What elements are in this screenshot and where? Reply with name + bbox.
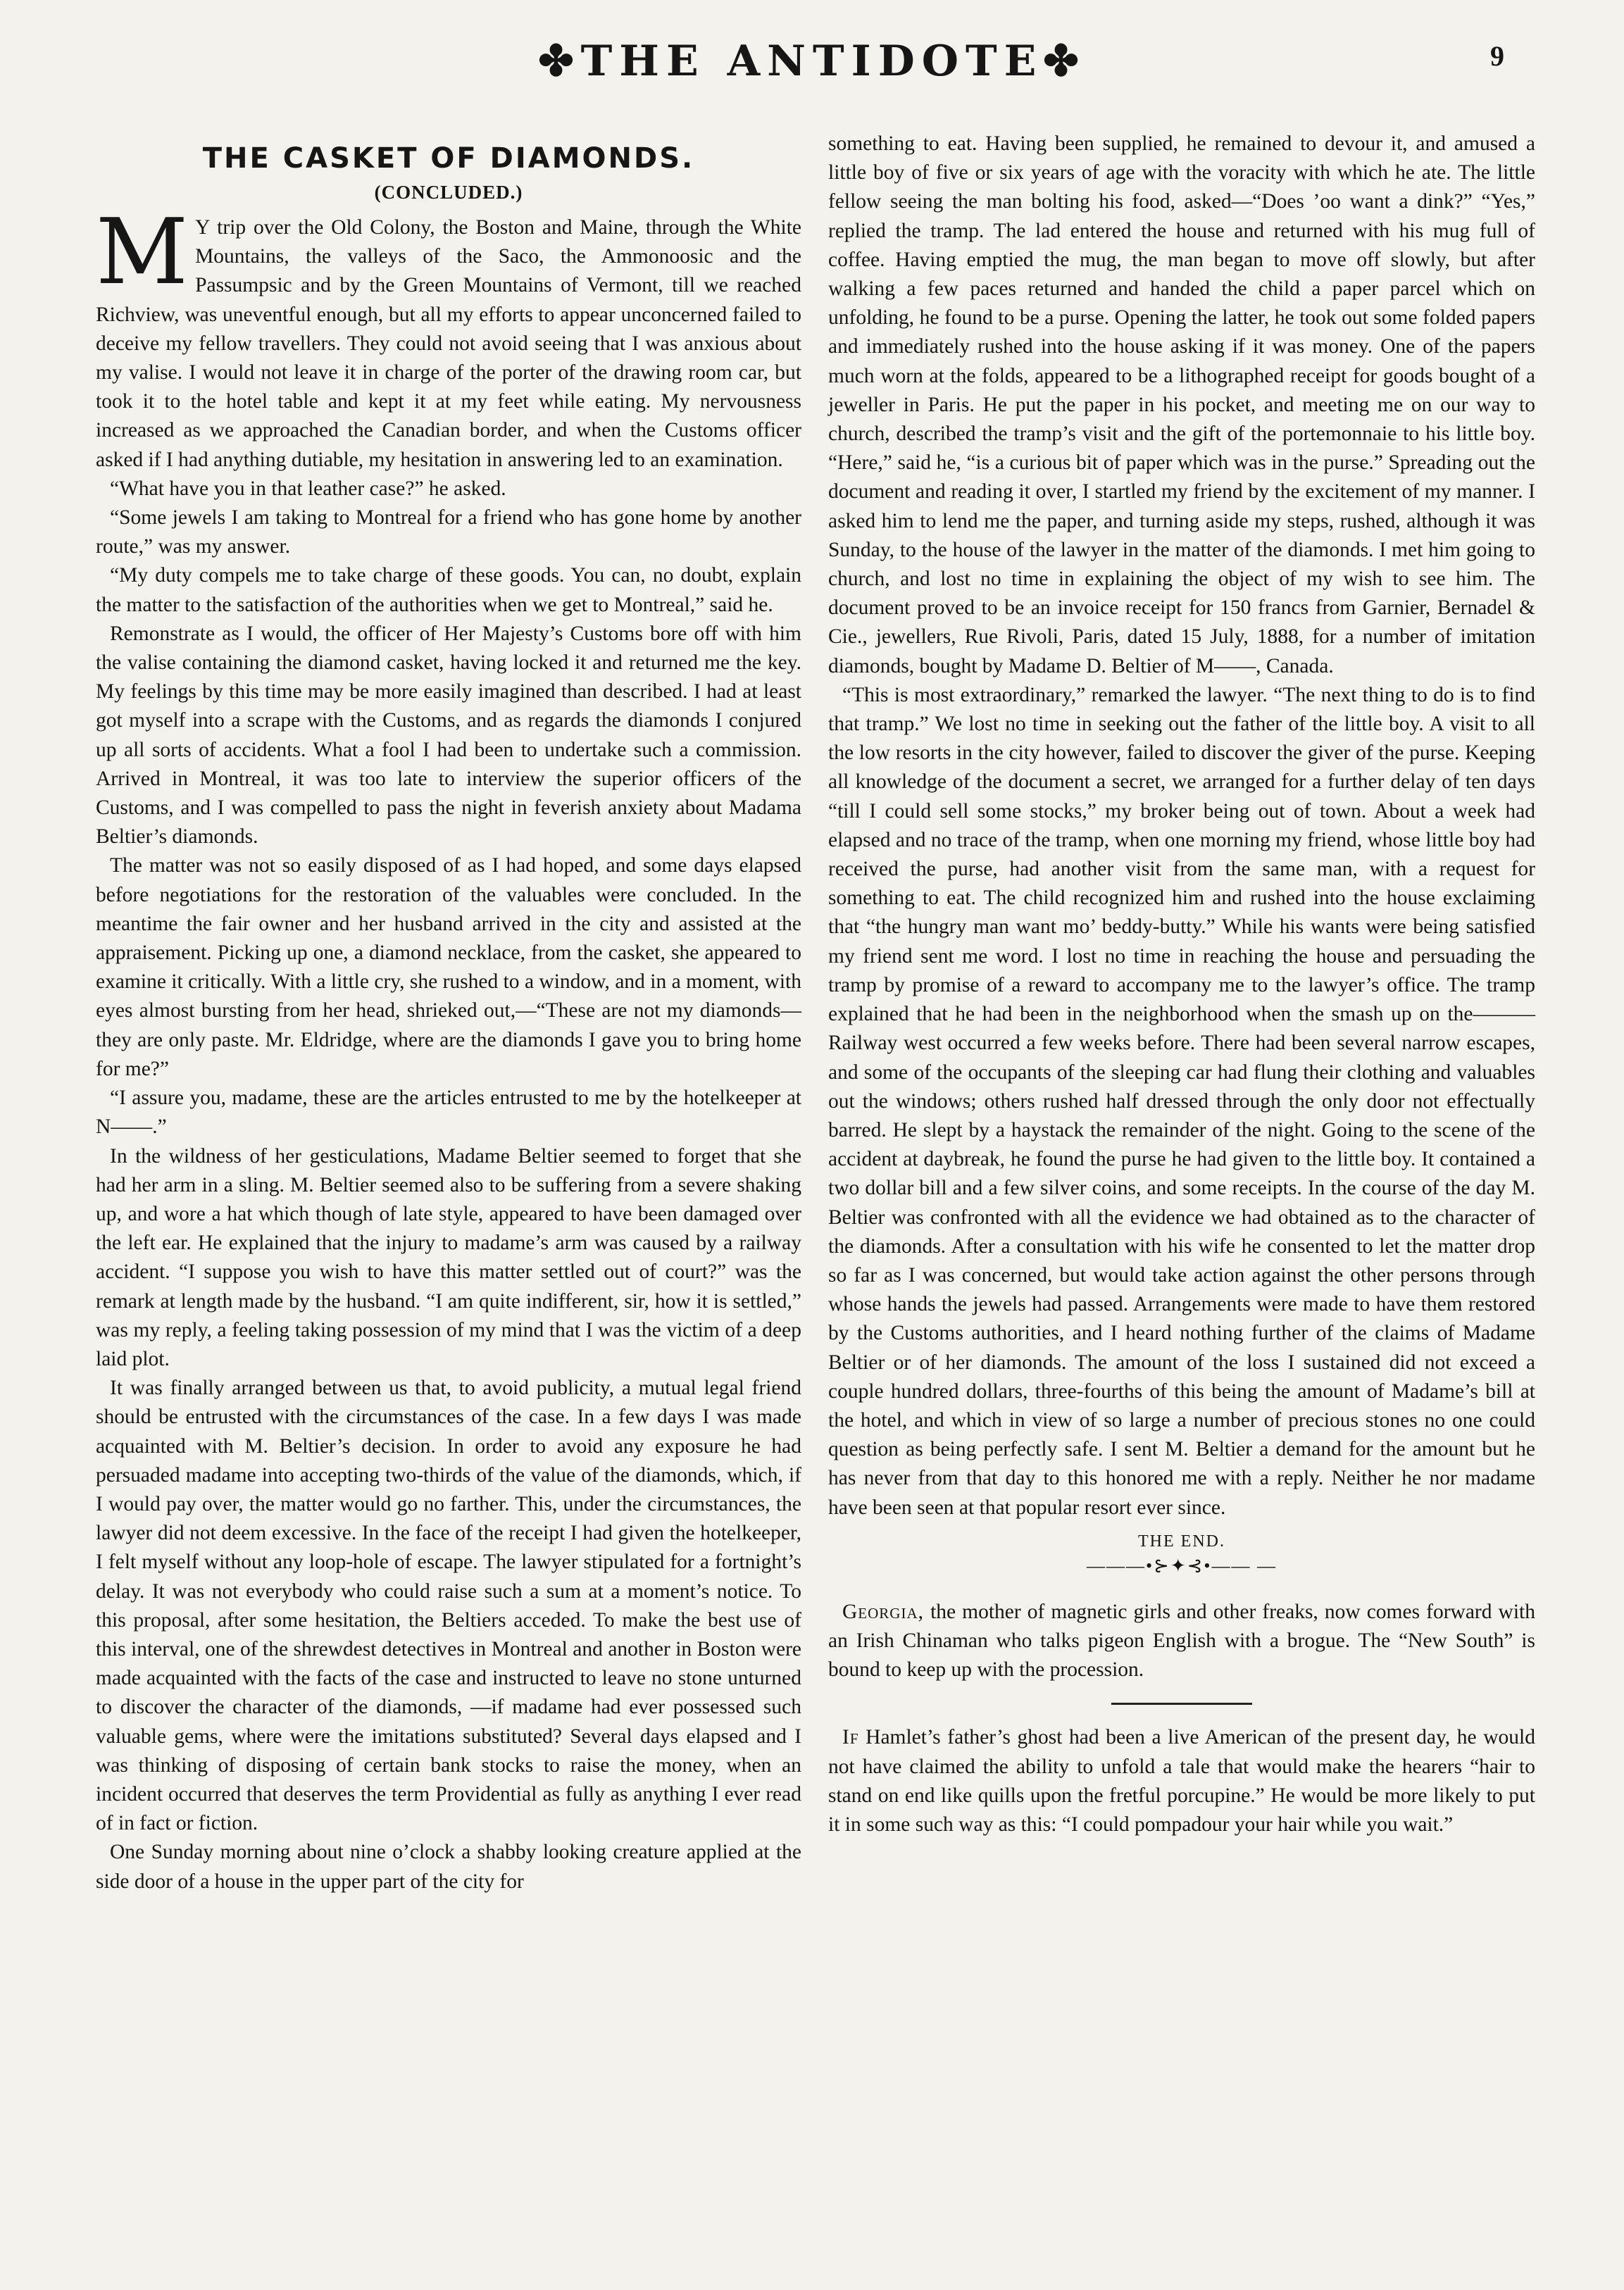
article-paragraph: The matter was not so easily disposed of as I had hoped, and some days elapsed before negotiations for the restoration of the valuables were concluded. In the meantime the fair owner and her husband arrived in the city and assisted at the appraisement. Picking up one, a diamond necklace, from the casket, she appeared to examine it critically. With a little cry, she rushed to a window, and in a moment, with eyes almost bursting from her head, shrieked out,—“These are not my diamonds—they are only paste. Mr. Eldridge, where are the diamonds I gave you to bring home for me?” xyxy=(96,854,801,1080)
the-end-label: THE END. xyxy=(1138,1532,1225,1551)
page-header xyxy=(0,37,1624,93)
note-text: the mother of magnetic girls and other freaks, now comes forward with an Irish Chinaman who talks pigeon English with a brogue. The “New South” is bound to keep up with the procession. xyxy=(828,1600,1535,1682)
ornament-divider: ———•⊱✦⊰•—— — xyxy=(1086,1555,1278,1576)
article-paragraph: “This is most extraordinary,” remarked the lawyer. “The next thing to do is to find that tramp.” We lost no time in seeking out the father of the little boy. A visit to all the low resorts in the city however, failed to discover the giver of the purse. Keeping all knowledge of the document a secret, we arranged for a further delay of ten days “till I could sell some stocks,” my broker being out of town. About a week had elapsed and no trace of the tramp, when one morning my friend, whose little boy had received the purse, had another visit from the same man, with a request for something to eat. The child recognized him and rushed into the house exclaiming that “the hungry man want mo’ beddy-butty.” While his wants were being satisfied my friend sent me word. I lost no time in reaching the house and persuading the tramp by promise of a reward to accompany me to the lawyer’s office. The tramp explained that he had been in the neighborhood when the smash up on the———Railway west occurred a few weeks before. There had been several narrow escapes, and some of the occupants of the sleeping car had flung their clothing and valuables out the windows; others rushed half dressed through the only door not effectually barred. He slept by a haystack the remainder of the night. Going to the scene of the accident at daybreak, he found the purse he had given to the little boy. It contained a two dollar bill and a few silver coins, and some receipts. In the course of the day M. Beltier was confronted with all the evidence we had obtained as to the character of the diamonds. After a consultation with his wife he consented to let the matter drop so far as I was concerned, but would take action against the other persons through whose hands the jewels had passed. Arrangements were made to have them restored by the Customs authorities, and I heard nothing further of the claims of Madame Beltier or of her diamonds. The amount of the loss I sustained did not exceed a couple hundred dollars, three-fourths of this being the amount of Madame’s bill at the hotel, and which in view of so large a number of precious stones no one could question as being perfectly safe. I sent M. Beltier a demand for the amount but he has never from that day to this honored me with a reply. Neither he nor madame have been seen at that popular resort ever since. xyxy=(828,683,1535,1519)
note-paragraph xyxy=(828,1723,1535,1839)
article-paragraph: “I assure you, madame, these are the articles entrusted to me by the hotelkeeper at N——.” xyxy=(96,1087,801,1139)
article-paragraph: Remonstrate as I would, the officer of Her Majesty’s Customs bore off with him the valise containing the diamond casket, having locked it and returned me the key. My feelings by this time may be more easily imagined than described. I had at least got myself into a scrape with the Customs, and as regards the diamonds I conjured up all sorts of accidents. What a fool I had been to undertake such a commission. Arrived in Montreal, it was too late to interview the superior officers of the Customs, and I was compelled to pass the night in feverish anxiety about Madama Beltier’s diamonds. xyxy=(96,622,801,849)
article-paragraph xyxy=(96,200,801,475)
right-column xyxy=(828,130,1535,1839)
article-title: THE CASKET OF DIAMONDS. xyxy=(202,142,695,175)
paragraph-text: Y trip over the Old Colony, the Boston and Maine, through the White Mountains, the valleys of the Saco, the Ammonoosic and the Passumpsic and by the Green Mountains of Vermont, till we reached Richview, was uneventful enough, but all my efforts to appear unconcerned failed to deceive my fellow travellers. They could not avoid seeing that I was anxious about my valise. I would not leave it in charge of the porter of the drawing room car, but took it to the hotel table and kept it at my feet while eating. My nervousness increased as we approached the Canadian border, and when the Customs officer asked if I had anything dutiable, my hesitation in answering led to an examination. xyxy=(96,216,801,471)
note-paragraph xyxy=(828,1598,1535,1685)
article-paragraph: “What have you in that leather case?” he asked. xyxy=(110,477,506,500)
article-subtitle: (CONCLUDED.) xyxy=(374,182,523,203)
note-text: Hamlet’s father’s ghost had been a live American of the present day, he would not have claimed the ability to unfold a tale that would make the hearers “hair to stand on end like quills upon the fretful porcupine.” He would be more likely to put it in some such way as this: “I could pompadour your hair while you wait.” xyxy=(828,1726,1535,1836)
page-number: 9 xyxy=(1490,40,1504,72)
note-lead: Georgia, xyxy=(842,1600,925,1623)
article-paragraph: something to eat. Having been supplied, he remained to devour it, and amused a little boy of five or six years of age with the voracity with which he ate. The little fellow seeing the man bolting his food, asked—“Does ’oo want a dink?” “Yes,” replied the tramp. The lad entered the house and returned with his mug full of coffee. Having emptied the mug, the man began to move off slowly, but after walking a few paces returned and handed the child a paper parcel which on unfolding, he found to be a purse. Opening the latter, he took out some folded papers and immediately rushed into the house asking if it was money. One of the papers much worn at the folds, appeared to be a lithographed receipt for goods bought of a jeweller in Paris. He put the paper in his pocket, and meeting me on our way to church, described the tramp’s visit and the gift of the portemonnaie to his little boy. “Here,” said he, “is a curious bit of paper which was in the purse.” Spreading out the document and reading it over, I startled my friend by the excitement of my manner. I asked him to lend me the paper, and turning aside my steps, rushed, although it was Sunday, to the house of the lawyer in the matter of the diamonds. I met him going to church, and lost no time in explaining the object of my wish to see him. The document proved to be an invoice receipt for 150 francs from Garnier, Bernadel & Cie., jewellers, Rue Rivoli, Paris, dated 15 July, 1888, for a number of imitation diamonds, bought by Madame D. Beltier of M——, Canada. xyxy=(828,132,1535,677)
drop-cap: M xyxy=(96,200,189,305)
article-paragraph: “Some jewels I am taking to Montreal for a friend who has gone home by another route,” was my answer. xyxy=(96,506,801,558)
article-paragraph: It was finally arranged between us that, to avoid publicity, a mutual legal friend should be entrusted with the circumstances of the case. In a few days I was made acquainted with M. Beltier’s decision. In order to avoid any exposure he had persuaded madame into accepting two-thirds of the value of the diamonds, which, if I would pay over, the matter would go no farther. This, under the circumstances, the lawyer did not deem excessive. In the face of the receipt I had given the hotelkeeper, I felt myself without any loop-hole of escape. The lawyer stipulated for a fortnight’s delay. It was not everybody who could raise such a sum at a moment’s notice. To this proposal, after some hesitation, the Beltiers acceded. To make the best use of this interval, one of the shrewdest detectives in Montreal and another in Boston were made acquainted with the facts of the case and instructed to leave no stone unturned to discover the character of the diamonds, —if madame had ever possessed such valuable gems, where were the imitations substituted? Several days elapsed and I was thinking of disposing of certain bank stocks to raise the money, when an incident occurred that deserves the term Providential as fully as anything I ever read of in fact or fiction. xyxy=(96,1377,801,1835)
article-paragraph: “My duty compels me to take charge of these goods. You can, no doubt, explain the matter to the satisfaction of the authorities when we get to Montreal,” said he. xyxy=(96,564,801,616)
section-rule xyxy=(1111,1703,1252,1705)
masthead: ✤THE ANTIDOTE✤ xyxy=(538,37,1086,86)
article-paragraph: One Sunday morning about nine o’clock a shabby looking creature applied at the side door of a house in the upper part of the city for xyxy=(96,1841,801,1893)
note-lead: If xyxy=(842,1726,859,1749)
article-paragraph: In the wildness of her gesticulations, Madame Beltier seemed to forget that she had her arm in a sling. M. Beltier seemed also to be suffering from a severe shaking up, and wore a hat which though of late style, appeared to have been damaged over the left ear. He explained that the injury to madame’s arm was caused by a railway accident. “I suppose you wish to have this matter settled out of court?” was the remark at length made by the husband. “I am quite indifferent, sir, how it is settled,” was my reply, a feeling taking possession of my mind that I was the victim of a deep laid plot. xyxy=(96,1144,801,1370)
left-column xyxy=(96,130,801,1896)
